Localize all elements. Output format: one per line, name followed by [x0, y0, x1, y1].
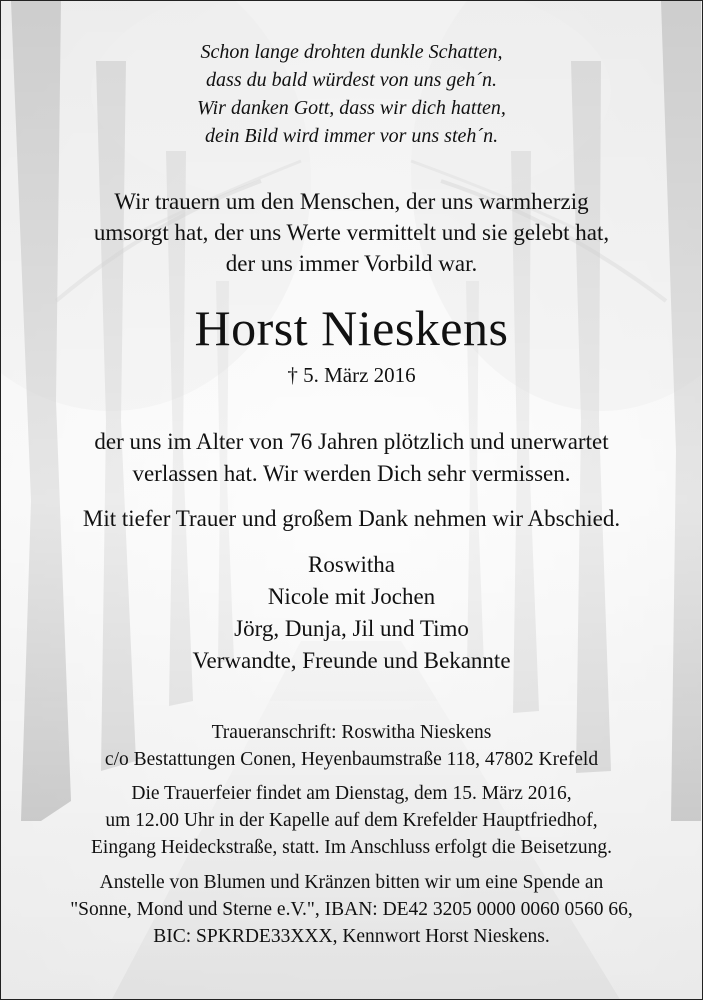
obituary-text [1, 1, 702, 950]
farewell-line: Mit tiefer Trauer und großem Dank nehmen wir Abschied. [82, 506, 621, 531]
donation-info [1, 869, 702, 950]
family-line: Jörg, Dunja, Jil und Timo [234, 616, 469, 641]
family-line: Roswitha [308, 552, 395, 577]
family-line: Nicole mit Jochen [267, 584, 436, 609]
poem [1, 1, 702, 150]
ceremony-line: Die Trauerfeier findet am Dienstag, dem 15. März 2016, [131, 783, 572, 804]
intro-line: der uns immer Vorbild war. [225, 251, 478, 276]
message-line: verlassen hat. Wir werden Dich sehr vermissen. [132, 461, 571, 486]
poem-line: dass du bald würdest von uns geh´n. [206, 69, 497, 91]
poem-line: Wir danken Gott, dass wir dich hatten, [197, 97, 506, 119]
ceremony-info [1, 780, 702, 861]
message-line: der uns im Alter von 76 Jahren plötzlich und unerwartet [94, 429, 609, 454]
poem-line: dein Bild wird immer vor uns steh´n. [204, 125, 499, 147]
family-names [1, 549, 702, 677]
donation-line: "Sonne, Mond und Sterne e.V.", IBAN: DE42 3205 0000 0060 0560 66, [70, 899, 633, 920]
death-date: † 5. März 2016 [287, 363, 416, 387]
address-line: c/o Bestattungen Conen, Heyenbaumstraße 118, 47802 Krefeld [104, 749, 599, 770]
intro-line: umsorgt hat, der uns Werte vermittelt und sie gelebt hat, [93, 220, 610, 245]
intro-line: Wir trauern um den Menschen, der uns warmherzig [114, 189, 589, 214]
ceremony-line: um 12.00 Uhr in der Kapelle auf dem Krefelder Hauptfriedhof, [105, 810, 598, 831]
address-line: Traueranschrift: Roswitha Nieskens [211, 722, 492, 743]
ceremony-line: Eingang Heideckstraße, statt. Im Anschluss erfolgt die Beisetzung. [91, 837, 612, 858]
mourning-address [1, 719, 702, 773]
donation-line: BIC: SPKRDE33XXX, Kennwort Horst Nieskens. [153, 926, 550, 947]
poem-line: Schon lange drohten dunkle Schatten, [200, 41, 503, 63]
message-paragraph [1, 426, 702, 490]
intro-paragraph [1, 186, 702, 279]
deceased-name: Horst Nieskens [194, 300, 509, 356]
family-line: Verwandte, Freunde und Bekannte [192, 648, 511, 673]
donation-line: Anstelle von Blumen und Kränzen bitten wir um eine Spende an [99, 872, 604, 893]
